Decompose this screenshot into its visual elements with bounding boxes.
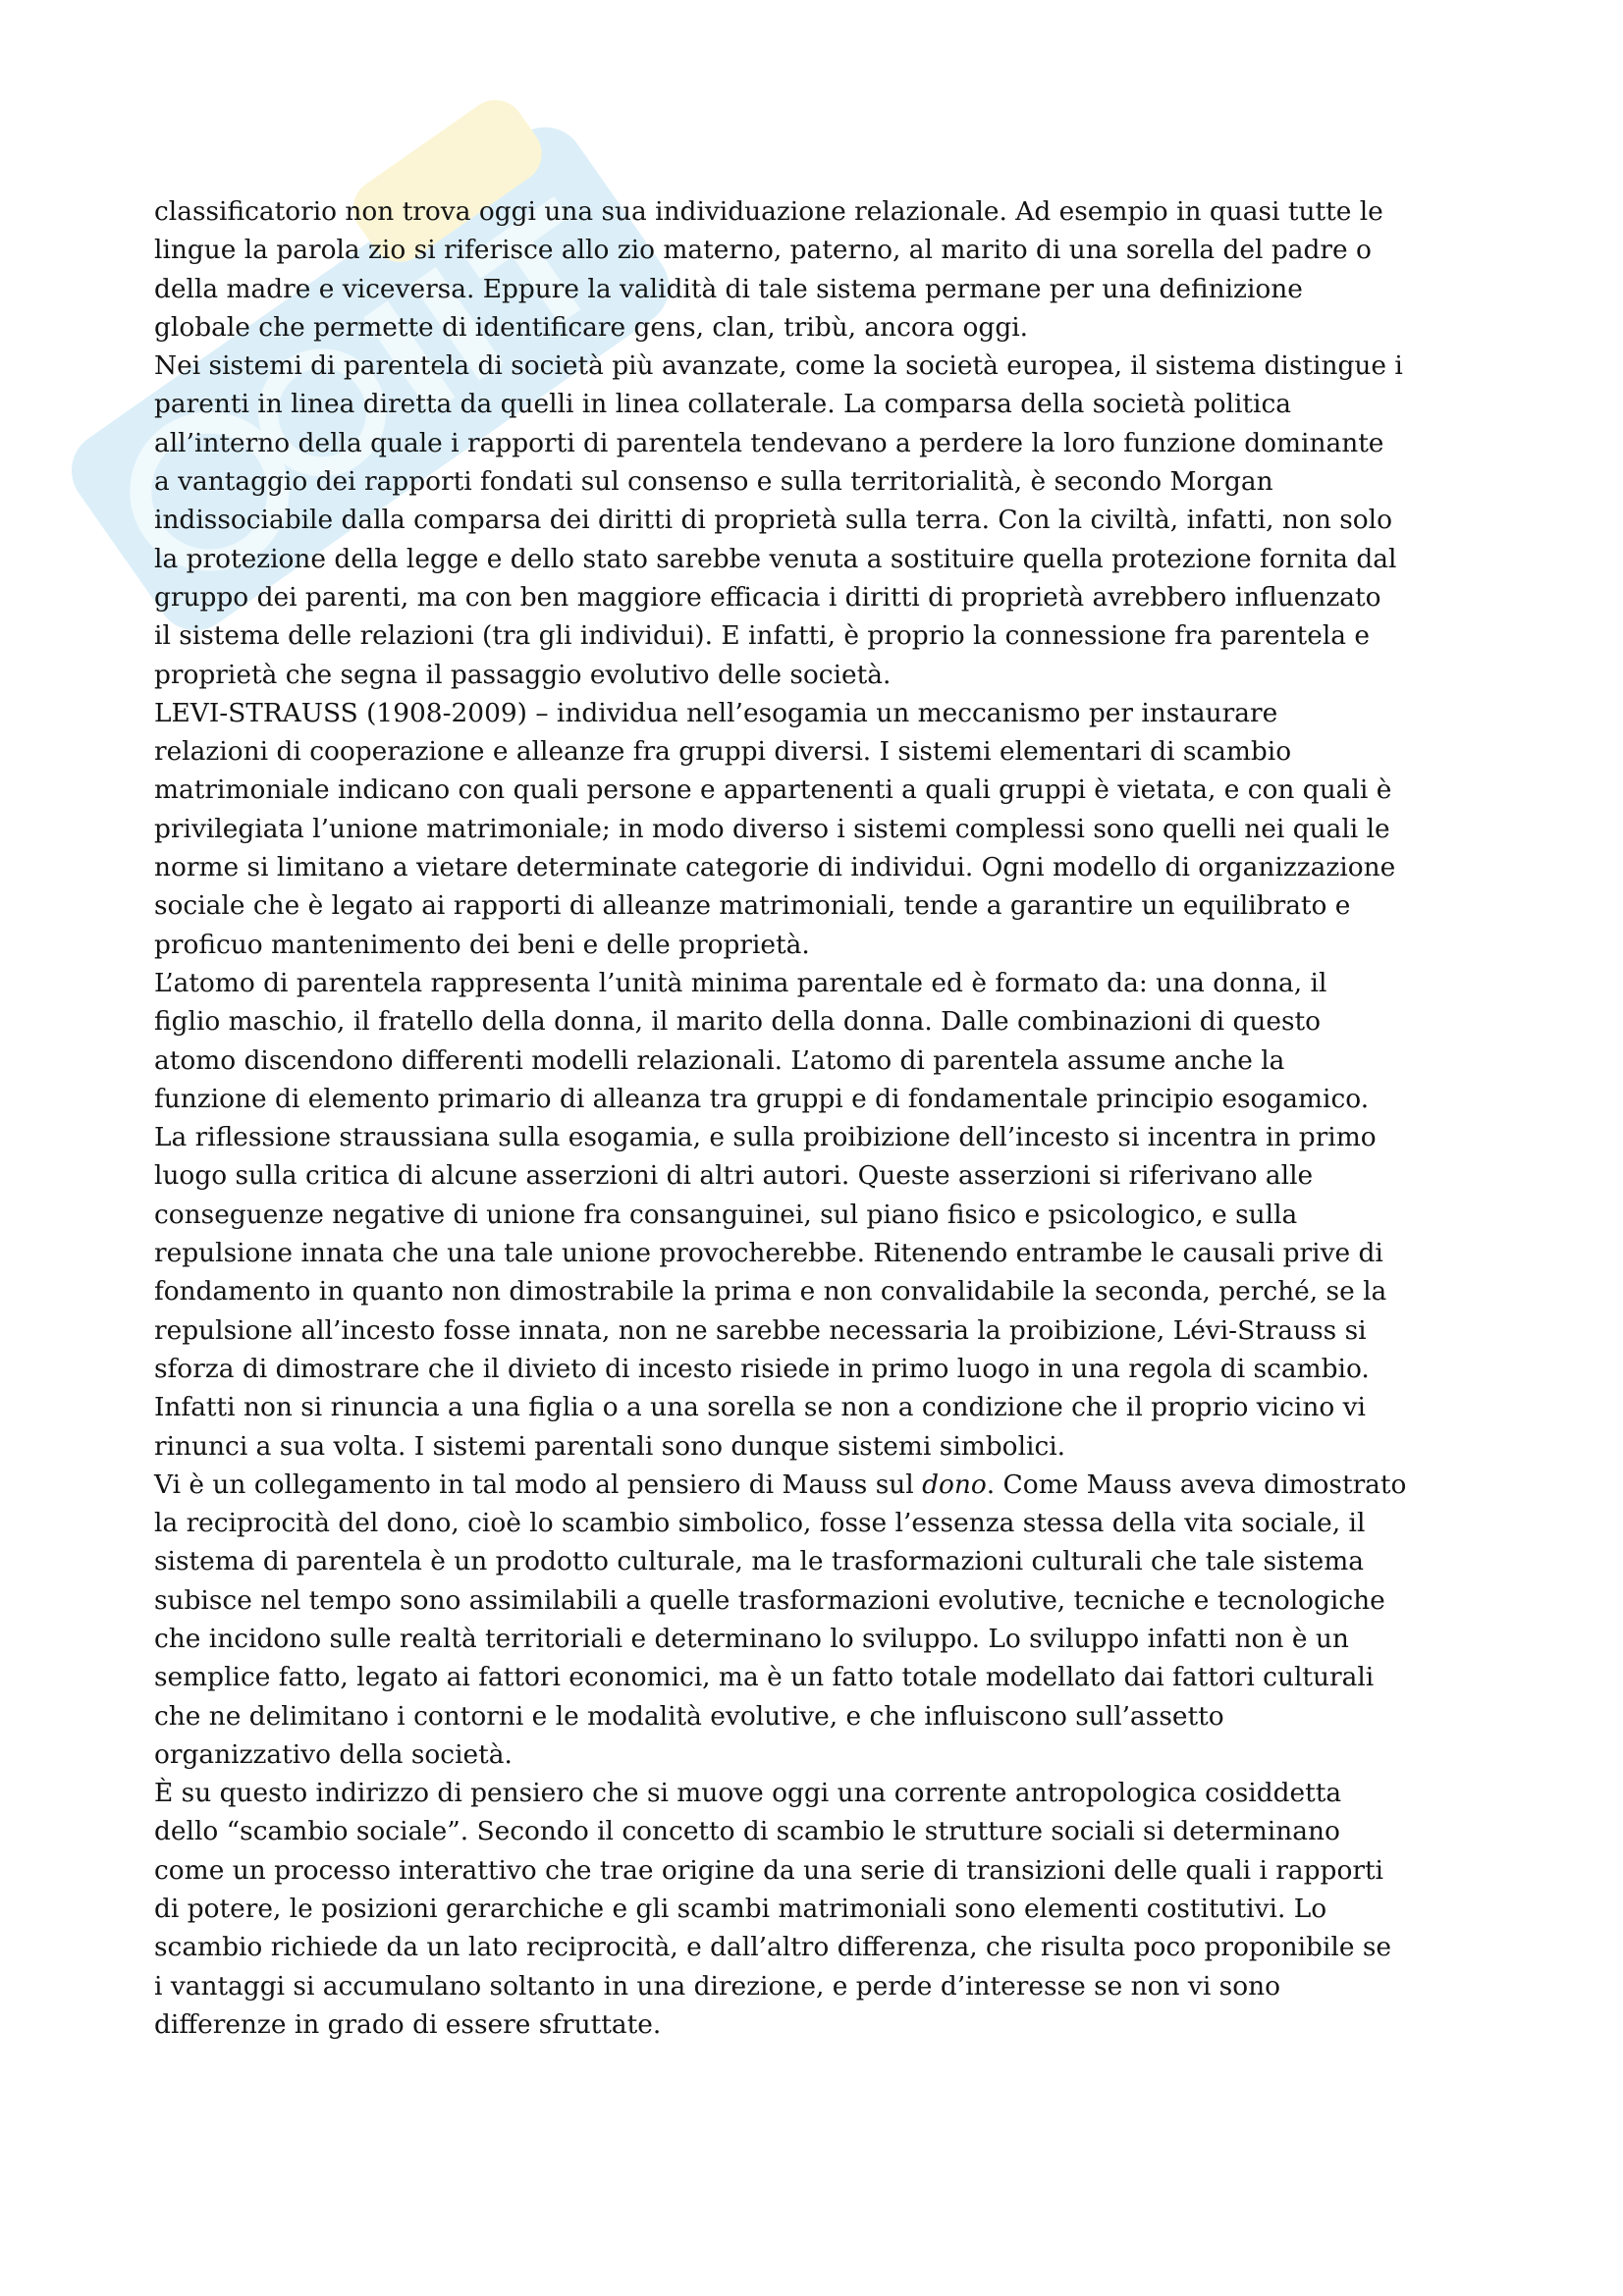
text-line: rinunci a sua volta. I sistemi parentali sono dunque sistemi simbolici. <box>154 1430 1066 1462</box>
text-line: globale che permette di identificare gens, clan, tribù, ancora oggi. <box>154 311 1029 343</box>
paragraph-classificatorio <box>154 192 1482 347</box>
italic-term-dono: dono <box>922 1468 987 1500</box>
text-line: classificatorio non trova oggi una sua individuazione relazionale. Ad esempio in quasi tutte le <box>154 196 1383 227</box>
text-line: Infatti non si rinuncia a una figlia o a una sorella se non a condizione che il proprio vicino vi <box>154 1392 1366 1423</box>
paragraph-mauss-dono <box>154 1466 1482 1774</box>
text-line: repulsione innata che una tale unione provocherebbe. Ritenendo entrambe le causali prive di <box>154 1238 1383 1269</box>
text-line: La riflessione straussiana sulla esogamia, e sulla proibizione dell’incesto si incentra in primo <box>154 1122 1377 1153</box>
text-line: relazioni di cooperazione e alleanze fra gruppi diversi. I sistemi elementari di scambio <box>154 736 1292 768</box>
text-line: indissociabile dalla comparsa dei diritti di proprietà sulla terra. Con la civiltà, infatti, non solo <box>154 505 1392 536</box>
text-line: dello “scambio sociale”. Secondo il concetto di scambio le strutture sociali si determinano <box>154 1816 1340 1847</box>
text-line: parenti in linea diretta da quelli in linea collaterale. La comparsa della società politica <box>154 389 1291 420</box>
text-line: il sistema delle relazioni (tra gli individui). E infatti, è proprio la connessione fra parentela e <box>154 620 1371 652</box>
text-line: subisce nel tempo sono assimilabili a quelle trasformazioni evolutive, tecniche e tecnologiche <box>154 1584 1385 1616</box>
text-line: di potere, le posizioni gerarchiche e gli scambi matrimoniali sono elementi costitutivi. Lo <box>154 1894 1327 1925</box>
text-line: i vantaggi si accumulano soltanto in una direzione, e perde d’interesse se non vi sono <box>154 1970 1280 2002</box>
text-line: privilegiata l’unione matrimoniale; in modo diverso i sistemi complessi sono quelli nei quali le <box>154 813 1390 844</box>
text-line: figlio maschio, il fratello della donna, il marito della donna. Dalle combinazioni di questo <box>154 1006 1322 1038</box>
paragraph-atomo-parentela <box>154 964 1482 1466</box>
text-line: organizzativo della società. <box>154 1738 513 1770</box>
paragraph-levi-strauss <box>154 694 1482 964</box>
text-line: L’atomo di parentela rappresenta l’unità minima parentale ed è formato da: una donna, il <box>154 967 1327 998</box>
text-line: norme si limitano a vietare determinate categorie di individui. Ogni modello di organizzazione <box>154 852 1396 883</box>
text-line: come un processo interattivo che trae origine da una serie di transizioni delle quali i rapporti <box>154 1854 1383 1886</box>
text-line: semplice fatto, legato ai fattori economici, ma è un fatto totale modellato dai fattori culturali <box>154 1662 1375 1693</box>
text-line: fondamento in quanto non dimostrabile la prima e non convalidabile la seconda, perché, se la <box>154 1276 1387 1308</box>
text-line: all’interno della quale i rapporti di parentela tendevano a perdere la loro funzione dominante <box>154 427 1384 458</box>
text-line: conseguenze negative di unione fra consanguinei, sul piano fisico e psicologico, e sulla <box>154 1199 1298 1230</box>
text-line <box>154 1466 1482 1504</box>
text-line: atomo discendono differenti modelli relazionali. L’atomo di parentela assume anche la <box>154 1044 1285 1076</box>
text-line: a vantaggio dei rapporti fondati sul consenso e sulla territorialità, è secondo Morgan <box>154 466 1273 498</box>
text-line: la reciprocità del dono, cioè lo scambio simbolico, fosse l’essenza stessa della vita sociale, il <box>154 1508 1366 1539</box>
text-line: gruppo dei parenti, ma con ben maggiore efficacia i diritti di proprietà avrebbero influenzato <box>154 581 1381 613</box>
text-line: che ne delimitano i contorni e le modalità evolutive, e che influiscono sull’assetto <box>154 1700 1224 1732</box>
text-line: la protezione della legge e dello stato sarebbe venuta a sostituire quella protezione fornita dal <box>154 543 1397 574</box>
text-line: sforza di dimostrare che il divieto di incesto risiede in primo luogo in una regola di scambio. <box>154 1353 1370 1384</box>
text-line: proprietà che segna il passaggio evolutivo delle società. <box>154 659 892 690</box>
text-line: differenze in grado di essere sfruttate. <box>154 2008 662 2040</box>
text-line: funzione di elemento primario di alleanza tra gruppi e di fondamentale principio esogamico. <box>154 1083 1370 1114</box>
text-segment: . Come Mauss aveva dimostrato <box>986 1468 1407 1500</box>
text-line: È su questo indirizzo di pensiero che si muove oggi una corrente antropologica cosiddetta <box>154 1778 1342 1809</box>
text-line: matrimoniale indicano con quali persone e appartenenti a quali gruppi è vietata, e con quali è <box>154 774 1392 806</box>
paragraph-scambio-sociale <box>154 1774 1482 2044</box>
paragraph-sistemi-parentela <box>154 347 1482 694</box>
text-line: scambio richiede da un lato reciprocità, e dall’altro differenza, che risulta poco proponibile se <box>154 1932 1391 1963</box>
text-line: sociale che è legato ai rapporti di alleanze matrimoniali, tende a garantire un equilibrato e <box>154 890 1351 922</box>
text-line: LEVI-STRAUSS (1908-2009) – individua nell’esogamia un meccanismo per instaurare <box>154 697 1278 728</box>
text-line: sistema di parentela è un prodotto culturale, ma le trasformazioni culturali che tale sistema <box>154 1546 1365 1577</box>
text-line: repulsione all’incesto fosse innata, non ne sarebbe necessaria la proibizione, Lévi-Strauss si <box>154 1314 1367 1346</box>
text-line: lingue la parola zio si riferisce allo zio materno, paterno, al marito di una sorella del padre o <box>154 235 1372 266</box>
text-line: della madre e viceversa. Eppure la validità di tale sistema permane per una definizione <box>154 273 1303 304</box>
text-line: Nei sistemi di parentela di società più avanzate, come la società europea, il sistema distingue i <box>154 350 1403 382</box>
text-line: luogo sulla critica di alcune asserzioni di altri autori. Queste asserzioni si riferivano alle <box>154 1160 1314 1192</box>
body-text <box>154 192 1482 2044</box>
text-segment: Vi è un collegamento in tal modo al pensiero di Mauss sul <box>154 1468 923 1500</box>
text-line: che incidono sulle realtà territoriali e determinano lo sviluppo. Lo sviluppo infatti non è un <box>154 1623 1349 1654</box>
text-line: proficuo mantenimento dei beni e delle proprietà. <box>154 929 810 960</box>
